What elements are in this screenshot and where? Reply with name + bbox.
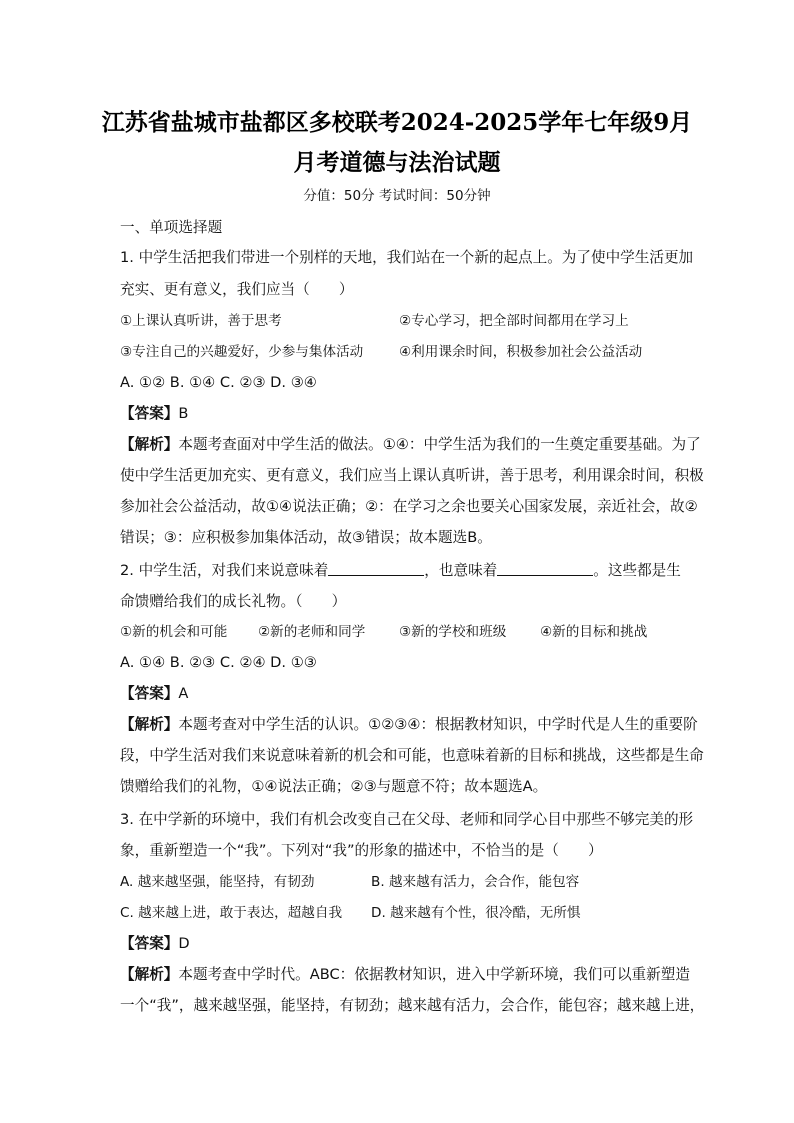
q3-stem-line1: 3. 在中学新的环境中，我们有机会改变自己在父母、老师和同学心目中那些不够完美的形 bbox=[120, 811, 694, 828]
analysis-label: 【解析】 bbox=[120, 716, 179, 733]
exam-title-line2: 月考道德与法治试题 bbox=[293, 149, 501, 176]
q2-option-1: ①新的机会和可能 bbox=[120, 624, 228, 640]
exam-title-line1: 江苏省盐城市盐都区多校联考2024-2025学年七年级9月 bbox=[101, 109, 693, 136]
fill-blank-2 bbox=[497, 561, 593, 576]
answer-label: 【答案】 bbox=[120, 405, 179, 422]
q2-stem-line1 bbox=[120, 561, 680, 581]
q3-answer bbox=[120, 934, 680, 954]
analysis-text: 本题考查面对中学生活的做法。①④：中学生活为我们的一生奠定重要基础。为了 bbox=[178, 436, 701, 453]
answer-label: 【答案】 bbox=[120, 685, 179, 702]
q2-stem-part1: 2. 中学生活，对我们来说意味着 bbox=[120, 562, 329, 579]
q2-analysis-line2: 段，中学生活对我们来说意味着新的机会和可能，也意味着新的目标和挑战，这些都是生命 bbox=[120, 747, 704, 764]
q3-option-b: B. 越来越有活力，会合作，能包容 bbox=[371, 874, 580, 890]
q2-option-2: ②新的老师和同学 bbox=[258, 624, 366, 640]
q1-analysis-line3: 参加社会公益活动，故①④说法正确；②：在学习之余也要关心国家发展，亲近社会，故② bbox=[120, 498, 698, 515]
q1-answer bbox=[120, 404, 680, 424]
section-heading: 一、单项选择题 bbox=[120, 219, 223, 236]
q2-stem-part3: 。这些都是生 bbox=[593, 562, 681, 579]
q1-option-2: ②专心学习，把全部时间都用在学习上 bbox=[399, 313, 629, 329]
analysis-text: 本题考查中学时代。ABC：依据教材知识，进入中学新环境，我们可以重新塑造 bbox=[178, 966, 690, 983]
q1-option-4: ④利用课余时间，积极参加社会公益活动 bbox=[399, 344, 643, 360]
q3-analysis-line1 bbox=[120, 965, 690, 985]
q2-choices: A. ①④ B. ②③ C. ②④ D. ①③ bbox=[120, 654, 317, 671]
q1-option-3: ③专注自己的兴趣爱好，少参与集体活动 bbox=[120, 344, 364, 360]
q1-stem-line1: 1. 中学生活把我们带进一个别样的天地，我们站在一个新的起点上。为了使中学生活更加 bbox=[120, 249, 694, 266]
fill-blank-1 bbox=[328, 561, 424, 576]
answer-value: B bbox=[178, 405, 189, 422]
q2-stem-line2: 命馈赠给我们的成长礼物。（ ） bbox=[120, 593, 347, 610]
q3-option-d: D. 越来越有个性，很冷酷，无所惧 bbox=[371, 905, 581, 921]
q1-stem-line2: 充实、更有意义，我们应当（ ） bbox=[120, 281, 354, 298]
q2-stem-part2: ，也意味着 bbox=[424, 562, 498, 579]
answer-value: A bbox=[178, 685, 189, 702]
q2-answer bbox=[120, 684, 680, 704]
analysis-label: 【解析】 bbox=[120, 966, 179, 983]
answer-value: D bbox=[178, 935, 190, 952]
q2-analysis-line1 bbox=[120, 715, 698, 735]
q3-option-c: C. 越来越上进，敢于表达，超越自我 bbox=[120, 905, 343, 921]
q1-analysis-line2: 使中学生活更加充实、更有意义，我们应当上课认真听讲，善于思考，利用课余时间，积极 bbox=[120, 467, 704, 484]
q2-option-3: ③新的学校和班级 bbox=[399, 624, 507, 640]
analysis-label: 【解析】 bbox=[120, 436, 179, 453]
q3-option-a: A. 越来越坚强，能坚持，有韧劲 bbox=[120, 874, 315, 890]
q2-option-4: ④新的目标和挑战 bbox=[540, 624, 648, 640]
q1-choices: A. ①② B. ①④ C. ②③ D. ③④ bbox=[120, 374, 317, 391]
q2-analysis-line3: 馈赠给我们的礼物，①④说法正确；②③与题意不符；故本题选A。 bbox=[120, 778, 548, 795]
answer-label: 【答案】 bbox=[120, 935, 179, 952]
q3-analysis-line2: 一个“我”，越来越坚强，能坚持，有韧劲；越来越有活力，会合作，能包容；越来越上进， bbox=[120, 997, 705, 1014]
q1-option-1: ①上课认真听讲，善于思考 bbox=[120, 313, 282, 329]
analysis-text: 本题考查对中学生活的认识。①②③④：根据教材知识，中学时代是人生的重要阶 bbox=[178, 716, 698, 733]
q1-analysis-line1 bbox=[120, 435, 701, 455]
q3-stem-line2: 象，重新塑造一个“我”。下列对“我”的形象的描述中，不恰当的是（ ） bbox=[120, 842, 603, 859]
q1-analysis-line4: 错误；③：应积极参加集体活动，故③错误；故本题选B。 bbox=[120, 529, 492, 546]
score-info: 分值：50分 考试时间：50分钟 bbox=[303, 188, 491, 204]
